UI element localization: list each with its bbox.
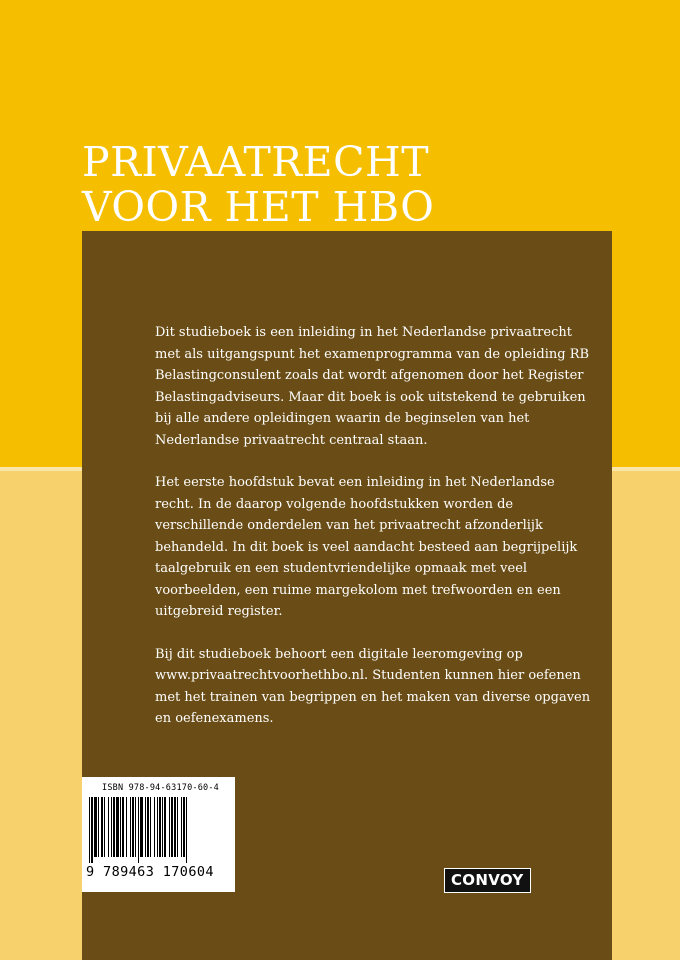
- barcode-icon: [88, 797, 229, 863]
- description-paragraph-1: Dit studieboek is een inleiding in het Nederlandse privaatrecht met als uitgangspunt het examenprogramma van de opleiding RB Belastingconsulent zoals dat wordt afgenomen door het Register Belastingadviseurs. Maar dit boek is ook uitstekend te gebruiken bij alle andere opleidingen waarin de beginselen van het Nederlandse privaatrecht centraal staan.: [155, 325, 590, 448]
- book-title: [82, 140, 434, 230]
- description-paragraph-2: Het eerste hoofdstuk bevat een inleiding in het Nederlandse recht. In de daarop volgende hoofdstukken worden de verschillende onderdelen van het privaatrecht afzonderlijk behandeld. In dit boek is veel aandacht besteed aan begrijpelijk taalgebruik en een studentvriendelijke opmaak met veel voorbeelden, een ruime margekolom met trefwoorden en een uitgebreid register.: [155, 475, 578, 619]
- barcode-label: [82, 777, 235, 892]
- book-title-line-2: VOOR HET HBO: [82, 183, 435, 231]
- description-text: [155, 322, 595, 751]
- book-title-line-1: PRIVAATRECHT: [82, 138, 430, 186]
- publisher-logo: CONVOY: [444, 868, 531, 893]
- barcode-number: 9 789463 170604: [86, 864, 214, 880]
- description-panel: [82, 231, 612, 960]
- description-paragraph-3: Bij dit studieboek behoort een digitale leeromgeving op www.privaatrechtvoorhethbo.nl. Studenten kunnen hier oefenen met het trainen van begrippen en het maken van diverse opgaven en oefenexamens.: [155, 646, 591, 726]
- isbn-text: ISBN 978-94-63170-60-4: [102, 783, 219, 793]
